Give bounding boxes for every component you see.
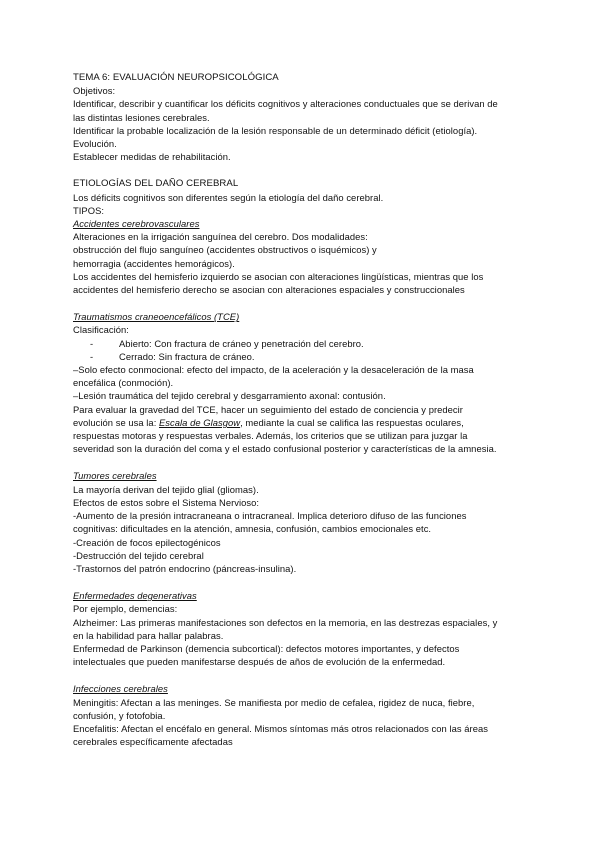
tce-line: encefálica (conmoción). bbox=[73, 377, 174, 389]
tumor-line: -Trastornos del patrón endocrino (páncreas-insulina). bbox=[73, 562, 297, 574]
tce-line: severidad son la duración del coma y el estado confusional posterior y características de la amnesia. bbox=[73, 443, 497, 455]
acv-line: Los accidentes del hemisferio izquierdo se asocian con alteraciones lingüísticas, mientras que los bbox=[73, 270, 484, 282]
degenerative-line: Alzheimer: Las primeras manifestaciones son defectos en la memoria, en las destrezas espaciales, y bbox=[73, 616, 498, 628]
tce-line: respuestas motoras y respuestas verbales. Además, los criterios que se utilizan para juzgar la bbox=[73, 430, 468, 442]
acv-line: accidentes del hemisferio derecho se asocian con alteraciones espaciales y construccionales bbox=[73, 284, 465, 296]
section-heading-tumors: Tumores cerebrales bbox=[73, 470, 157, 482]
degenerative-line: intelectuales que pueden manifestarse después de años de evolución de la enfermedad. bbox=[73, 656, 446, 668]
objective-line: Evolución. bbox=[73, 138, 117, 150]
bullet-text: Cerrado: Sin fractura de cráneo. bbox=[119, 350, 255, 362]
glasgow-scale-link[interactable]: Escala de Glasgow bbox=[159, 416, 241, 428]
section-heading-acv: Accidentes cerebrovasculares bbox=[73, 218, 200, 230]
infection-line: Encefalitis: Afectan el encéfalo en general. Mismos síntomas más otros relacionados con las áreas bbox=[73, 722, 488, 734]
infection-line: Meningitis: Afectan a las meninges. Se manifiesta por medio de cefalea, rigidez de nuca, fiebre, bbox=[73, 696, 475, 708]
tumor-line: cognitivas: dificultades en la atención, amnesia, confusión, cambios emocionales etc. bbox=[73, 523, 432, 535]
objectives-heading: Objetivos: bbox=[73, 85, 116, 97]
tumor-line: -Aumento de la presión intracraneana o intracraneal. Implica deterioro difuso de las funciones bbox=[73, 510, 467, 522]
tce-classification-label: Clasificación: bbox=[73, 324, 129, 336]
infection-line: cerebrales específicamente afectadas bbox=[73, 736, 233, 748]
degenerative-line: Enfermedad de Parkinson (demencia subcortical): defectos motores importantes, y defectos bbox=[73, 642, 460, 654]
tce-glasgow-line bbox=[73, 416, 540, 429]
objective-line: las distintas lesiones cerebrales. bbox=[73, 111, 210, 123]
bullet-dash: - bbox=[90, 350, 94, 362]
objective-line: Identificar, describir y cuantificar los déficits cognitivos y alteraciones conductuales que se derivan de bbox=[73, 98, 498, 110]
tumor-line: -Creación de focos epilectogénicos bbox=[73, 536, 221, 548]
acv-line: Alteraciones en la irrigación sanguínea del cerebro. Dos modalidades: bbox=[73, 231, 368, 243]
bullet-text: Abierto: Con fractura de cráneo y penetración del cerebro. bbox=[119, 337, 364, 349]
degenerative-line: en la habilidad para hallar palabras. bbox=[73, 629, 224, 641]
tce-line: –Solo efecto conmocional: efecto del impacto, de la aceleración y la desaceleración de la masa bbox=[73, 364, 474, 376]
glasgow-post-text: , mediante la cual se califica las respuestas oculares, bbox=[240, 416, 464, 428]
objective-line: Identificar la probable localización de la lesión responsable de un determinado déficit (etiología). bbox=[73, 124, 478, 136]
bullet-dash: - bbox=[90, 337, 94, 349]
tumor-line: -Destrucción del tejido cerebral bbox=[73, 549, 204, 561]
tumor-line: Efectos de estos sobre el Sistema Nervioso: bbox=[73, 496, 260, 508]
tce-bullet-item bbox=[73, 350, 540, 363]
section-heading-infections: Infecciones cerebrales bbox=[73, 683, 168, 695]
tce-line: –Lesión traumática del tejido cerebral y desgarramiento axonal: contusión. bbox=[73, 390, 386, 402]
acv-line: hemorragia (accidentes hemorágicos). bbox=[73, 257, 235, 269]
degenerative-line: Por ejemplo, demencias: bbox=[73, 603, 178, 615]
section-heading-tce: Traumatismos craneoencefálicos (TCE) bbox=[73, 311, 240, 323]
infection-line: confusión, y fotofobia. bbox=[73, 709, 166, 721]
glasgow-pre-text: evolución se usa la: bbox=[73, 416, 159, 428]
tce-bullet-item bbox=[73, 337, 540, 350]
objective-line: Establecer medidas de rehabilitación. bbox=[73, 151, 231, 163]
tce-line: Para evaluar la gravedad del TCE, hacer un seguimiento del estado de conciencia y predecir bbox=[73, 403, 463, 415]
document-title: TEMA 6: EVALUACIÓN NEUROPSICOLÓGICA bbox=[73, 72, 279, 83]
types-label: TIPOS: bbox=[73, 204, 105, 216]
section-heading-degenerative: Enfermedades degenerativas bbox=[73, 590, 197, 602]
acv-line: obstrucción del flujo sanguíneo (accidentes obstructivos o isquémicos) y bbox=[73, 244, 377, 256]
etiologies-intro: Los déficits cognitivos son diferentes según la etiología del daño cerebral. bbox=[73, 191, 384, 203]
tumor-line: La mayoría derivan del tejido glial (gliomas). bbox=[73, 483, 259, 495]
etiologies-heading: ETIOLOGÍAS DEL DAÑO CEREBRAL bbox=[73, 178, 239, 190]
